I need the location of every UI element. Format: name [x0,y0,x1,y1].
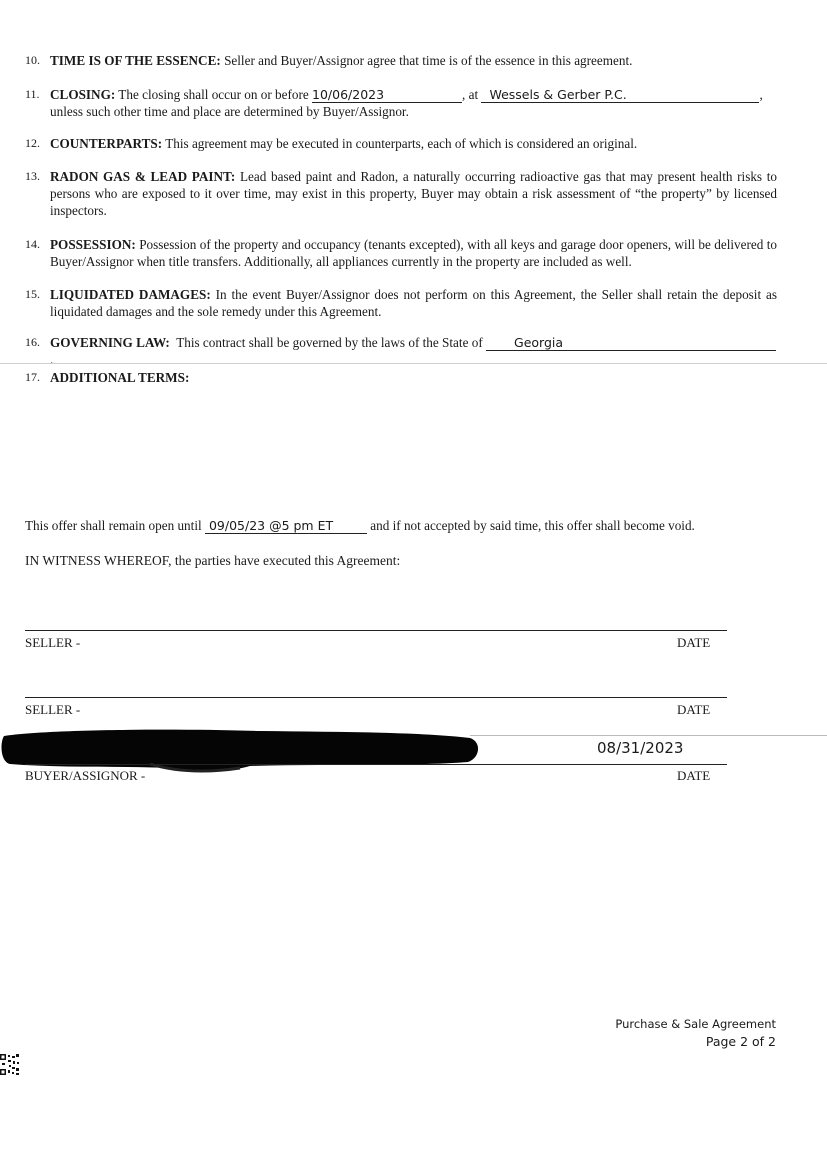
offer-paragraph [25,517,777,534]
scan-artifact-line [470,735,827,736]
clause-number: 11. [25,87,40,101]
clause-text: Lead based paint and Radon, a naturally occurring radioactive gas that may present health risks to persons who are exposed to it over time, may exist in this property, Buyer may obtain a risk assessment of “the property” by licensed inspectors. [50,169,777,218]
clause-text: In the event Buyer/Assignor does not perform on this Agreement, the Seller shall retain the deposit as liquidated damages and the sole remedy under this Agreement. [50,287,777,319]
clause-number: 13. [25,169,40,183]
offer-post-text: and if not accepted by said time, this offer shall become void. [370,518,695,533]
clause-number: 15. [25,287,40,301]
seller-1-signature-line[interactable] [25,630,727,631]
clause-text: Possession of the property and occupancy (tenants excepted), with all keys and garage door openers, will be delivered to Buyer/Assignor when title transfers. Additionally, all appliances currently in the property are included as well. [50,237,778,269]
clause-16: 16. GOVERNING LAW: This contract shall be governed by the laws of the State of Georgia. [25,334,777,368]
buyer-label: BUYER/ASSIGNOR - [25,768,146,783]
governing-state-field[interactable]: Georgia [486,336,776,351]
clause-number: 10. [25,53,40,67]
closing-place-field[interactable]: Wessels & Gerber P.C. [481,88,759,103]
buyer-date-label: DATE [677,768,711,783]
clause-heading: TIME IS OF THE ESSENCE [50,53,217,68]
closing-at-text: , at [462,87,479,102]
closing-date-field[interactable]: 10/06/2023 [312,88,462,103]
clause-text: This agreement may be executed in counterparts, each of which is considered an original. [165,136,638,151]
scan-artifact-line [0,363,827,364]
clause-13: 13. RADON GAS & LEAD PAINT: Lead based paint and Radon, a naturally occurring radioactive gas that may present health risks to persons who are exposed to it over time, may exist in this property, Buyer may obtain a risk assessment of “the property” by licensed inspectors. [25,169,777,218]
clause-number: 17. [25,370,40,384]
governing-law-text: This contract shall be governed by the laws of the State of [176,335,483,350]
clause-17: 17. ADDITIONAL TERMS: [25,370,190,385]
clause-heading: COUNTERPARTS [50,136,158,151]
clause-number: 16. [25,335,40,349]
clause-text: Seller and Buyer/Assignor agree that time is of the essence in this agreement. [224,53,633,68]
seller-2-signature-line[interactable] [25,697,727,698]
clause-number: 12. [25,136,40,150]
seller-2-label: SELLER - [25,702,81,717]
witness-statement: IN WITNESS WHEREOF, the parties have executed this Agreement: [25,553,401,568]
footer [615,1016,776,1050]
clause-heading: CLOSING [50,87,111,102]
closing-post-text: unless such other time and place are determined by Buyer/Assignor. [50,104,409,119]
qr-code-icon [0,1054,20,1076]
clause-heading: GOVERNING LAW [50,335,166,350]
clause-12: 12. COUNTERPARTS: This agreement may be executed in counterparts, each of which is considered an original. [25,136,638,151]
clause-14: 14. POSSESSION: Possession of the property and occupancy (tenants excepted), with all keys and garage door openers, will be delivered to Buyer/Assignor when title transfers. Additionally, all appliances currently in the property are included as well. [25,237,778,269]
buyer-signature-line[interactable] [25,764,727,765]
clause-number: 14. [25,237,40,251]
offer-pre-text: This offer shall remain open until [25,518,202,533]
offer-expiration-field[interactable]: 09/05/23 @5 pm ET [205,519,367,534]
closing-text: The closing shall occur on or before [118,87,309,102]
clause-heading: ADDITIONAL TERMS [50,370,185,385]
clause-11: 11. CLOSING: The closing shall occur on or before 10/06/2023 , at Wessels & Gerber P.C. , unless such other time and place are determined by Buyer/Assignor. [25,87,763,119]
buyer-signature-date: 08/31/2023 [597,739,684,757]
clause-heading: RADON GAS & LEAD PAINT [50,169,231,184]
clause-10: 10. TIME IS OF THE ESSENCE: Seller and Buyer/Assignor agree that time is of the essence in this agreement. [25,53,633,68]
footer-page-number: Page 2 of 2 [705,1034,776,1049]
seller-1-label: SELLER - [25,635,81,650]
seller-2-date-label: DATE [677,702,711,717]
clause-heading: POSSESSION [50,237,132,252]
footer-document-title: Purchase & Sale Agreement [615,1017,776,1031]
clause-heading: LIQUIDATED DAMAGES [50,287,207,302]
clause-15: 15. LIQUIDATED DAMAGES: In the event Buyer/Assignor does not perform on this Agreement, the Seller shall retain the deposit as liquidated damages and the sole remedy under this Agreement. [25,287,777,319]
seller-1-date-label: DATE [677,635,711,650]
